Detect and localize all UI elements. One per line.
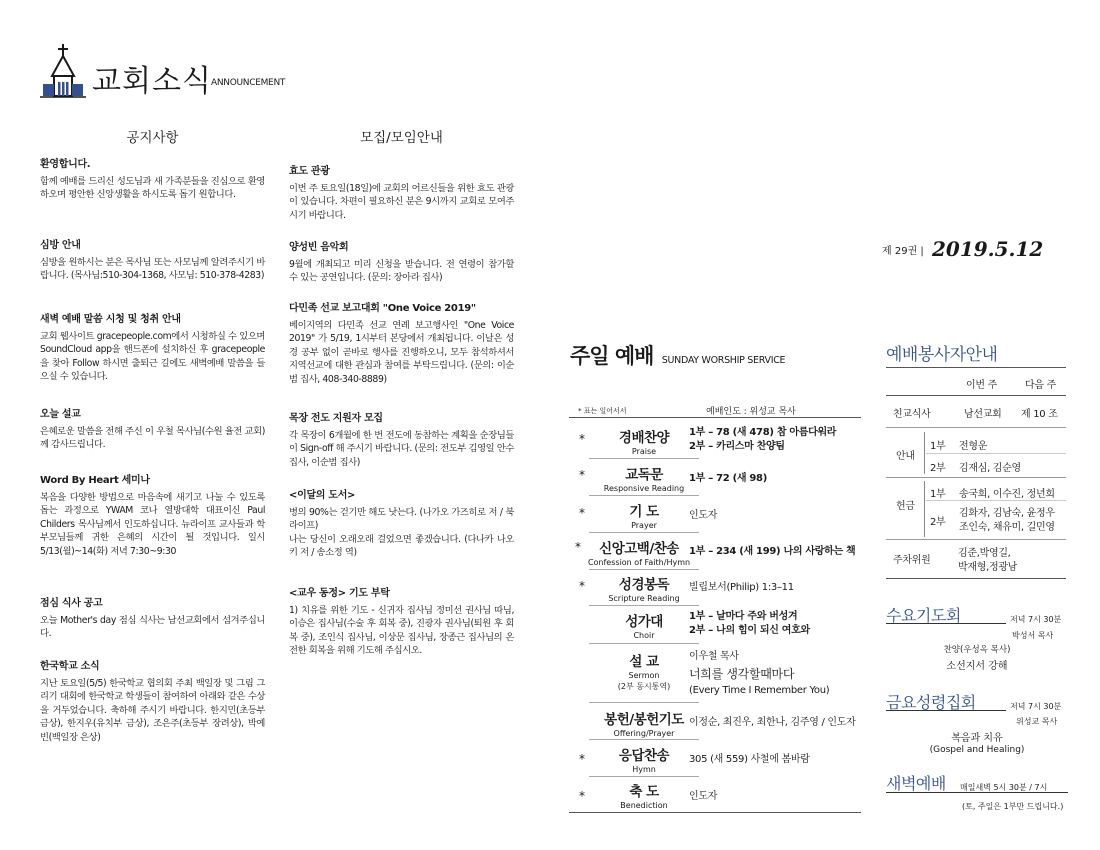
worship-line: 1부 – 72 (새 98) bbox=[689, 473, 767, 484]
notice-body: 함께 예배를 드리신 성도님과 새 가족분들을 진심으로 환영하오며 평안한 신앙생활을 하시도록 돕기 원합니다. bbox=[40, 176, 265, 201]
divider bbox=[926, 500, 1066, 501]
worship-item-en: Praise bbox=[631, 447, 657, 456]
worship-item-en: Responsive Reading bbox=[603, 484, 685, 493]
parking-value1: 김준,박영길, bbox=[958, 548, 1011, 559]
gathering-title: 양성빈 음악회 bbox=[289, 242, 349, 253]
notice-body: 심방을 원하시는 분은 목사님 또는 사모님께 알려주시기 바랍니다. (목사님:510-304-1368, 사모님: 510-378-4283) bbox=[40, 257, 265, 282]
wednesday-line2: 소선지서 강해 bbox=[946, 661, 1008, 672]
notice-body: 지난 토요일(5/5) 한국학교 협의회 주최 백일장 및 그림 그리기 대회에 한국학교 학생들이 참여하여 아래와 같은 수상을 거두었습니다. 축하해 주시기 바랍니다. 한지민(초등부 금상), 한지우(유치부 금상), 조은주(초등부 장려상), 박예빈(백일장 은상) bbox=[40, 678, 265, 743]
worship-line: 1부 – 234 (새 199) 나의 사랑하는 책 bbox=[689, 546, 856, 557]
worship-line: 2부 – 카리스마 찬양팀 bbox=[689, 440, 785, 452]
issue-date: 2019.5.12 bbox=[932, 237, 1044, 261]
gathering-item bbox=[289, 409, 514, 469]
worship-item-name bbox=[579, 537, 699, 567]
offering-value2a: 김화자, 김남숙, 윤정우 bbox=[959, 508, 1055, 519]
divider bbox=[886, 578, 1066, 579]
worship-item-name bbox=[589, 708, 699, 738]
friday-line2: (Gospel and Healing) bbox=[929, 745, 1025, 755]
notice-item bbox=[40, 594, 265, 641]
notice-title: 오늘 설교 bbox=[40, 409, 81, 420]
worship-item-ko: 응답찬송 bbox=[618, 748, 670, 764]
worship-item-name bbox=[589, 744, 699, 774]
divider bbox=[926, 453, 1066, 454]
worship-item-en: Prayer bbox=[631, 521, 657, 530]
gathering-body: 이번 주 토요일(18일)에 교회의 어르신들을 위한 효도 관광이 있습니다. 차편이 필요하신 분은 9시까지 교회로 모여주시기 바랍니다. bbox=[289, 183, 514, 221]
notice-item bbox=[40, 310, 265, 384]
this-week-header: 이번 주 bbox=[966, 380, 997, 391]
divider bbox=[886, 710, 1006, 711]
divider bbox=[589, 702, 699, 703]
fellowship-label: 친교식사 bbox=[893, 409, 931, 420]
worship-item-note: (2부 동시통역) bbox=[617, 682, 671, 691]
worship-item-en: Offering/Prayer bbox=[613, 729, 675, 738]
worship-item-ko: 봉헌/봉헌기도 bbox=[604, 712, 684, 728]
dawn-time: 매일새벽 5시 30분 / 7시 bbox=[960, 783, 1048, 792]
divider bbox=[589, 739, 699, 740]
divider bbox=[886, 539, 1066, 540]
notice-title: 새벽 예배 말씀 시청 및 청취 안내 bbox=[40, 314, 181, 325]
worship-item-en: Sermon bbox=[628, 671, 660, 680]
divider bbox=[569, 812, 861, 813]
divider bbox=[924, 481, 925, 537]
worship-line: 305 (새 559) 사철에 봄바람 bbox=[689, 754, 810, 765]
next-week-header: 다음 주 bbox=[1025, 380, 1056, 391]
worship-item-ko: 성경봉독 bbox=[618, 577, 670, 593]
gathering-body: 9월에 개최되고 미리 신청을 받습니다. 전 연령이 참가할 수 있는 공연입니다. (문의: 장아라 집사) bbox=[289, 259, 514, 284]
worship-line: 너희를 생각할때마다 bbox=[689, 666, 795, 681]
worship-leader: 예배인도 : 위성교 목사 bbox=[706, 407, 796, 417]
standing-note: * 표는 일어서서 bbox=[578, 407, 627, 415]
divider bbox=[886, 395, 1066, 396]
gathering-title: 목장 전도 지원자 모집 bbox=[289, 413, 383, 424]
worship-item-ko: 교독문 bbox=[625, 467, 663, 483]
gathering-body: 베이지역의 다민족 선교 연례 보고행사인 "One Voice 2019" 가 5/19, 1시부터 본당에서 개최됩니다. 이날은 성경 공부 없이 곧바로 행사를 진행하오니, 모두 참석하셔서 지역선교에 대한 관심과 참여를 부탁드립니다. (문의: 이순범 집사, 408-340-8889) bbox=[289, 320, 514, 385]
wednesday-line1: 찬양(우성옥 목사) bbox=[943, 645, 1011, 655]
gathering-body: 병의 90%는 걷기만 해도 낫는다. (나가오 가즈히로 저 / 북라이프) 나는 당신이 오래오래 걸었으면 좋겠습니다. (다나카 나오키 저 / 송소정 역) bbox=[289, 507, 514, 559]
notice-title: 환영합니다. bbox=[40, 159, 91, 170]
divider bbox=[589, 458, 699, 459]
worship-line: 1부 – 78 (새 478) 참 아름다워라 bbox=[689, 427, 837, 438]
standing-mark: * bbox=[579, 579, 585, 593]
offering-part2: 2부 bbox=[930, 517, 946, 528]
wednesday-title: 수요기도회 bbox=[886, 606, 961, 625]
parking-value2: 박재형,정광남 bbox=[958, 562, 1018, 573]
worship-item-content bbox=[689, 649, 829, 699]
gathering-item bbox=[289, 584, 514, 658]
worship-item-content bbox=[689, 509, 717, 523]
worship-item-content bbox=[689, 472, 767, 486]
worship-item-content bbox=[689, 581, 794, 595]
divider bbox=[886, 623, 1006, 624]
worship-line: 빌립보서(Philip) 1:3–11 bbox=[689, 582, 794, 593]
worship-item-ko: 축 도 bbox=[629, 784, 659, 800]
friday-leader: 위성교 목사 bbox=[1016, 717, 1058, 726]
fellowship-this: 남선교회 bbox=[964, 409, 1002, 420]
worship-item-name bbox=[589, 610, 699, 640]
worship-item-en: Scripture Reading bbox=[608, 594, 680, 603]
friday-time: 저녁 7시 30분 bbox=[1010, 702, 1062, 711]
worship-item-content bbox=[689, 545, 855, 559]
offering-value2b: 조인숙, 채유미, 길민영 bbox=[959, 522, 1055, 533]
worship-title-ko: 주일 예배 bbox=[570, 344, 654, 368]
wednesday-time: 저녁 7시 30분 bbox=[1010, 615, 1062, 624]
worship-line: 2부 – 나의 힘이 되신 여호와 bbox=[689, 624, 810, 636]
worship-item-content bbox=[689, 716, 856, 730]
divider bbox=[589, 643, 699, 644]
worship-item-content bbox=[689, 790, 717, 804]
worship-item-name bbox=[589, 573, 699, 603]
notice-item bbox=[40, 236, 265, 283]
standing-mark: * bbox=[575, 540, 581, 554]
notice-body: 오늘 Mother's day 점심 식사는 남선교회에서 섬겨주십니다. bbox=[40, 615, 265, 640]
gathering-body: 1) 치유를 위한 기도 - 신귀자 집사님 정미선 권사님 따님, 이승은 집사님(수술 후 회복 중), 진광자 권사님(퇴원 후 회복 중), 조인식 집사님, 이상문 집사님, 장종근 집사님의 온전한 회복을 위해 기도해 주십시오. bbox=[289, 605, 514, 657]
guide-part1: 1부 bbox=[930, 441, 946, 452]
friday-line1: 복음과 치유 bbox=[951, 733, 1003, 744]
divider bbox=[589, 569, 699, 570]
worship-item-name bbox=[589, 780, 699, 810]
notice-title: 한국학교 소식 bbox=[40, 661, 100, 672]
wednesday-leader: 박성서 목사 bbox=[1012, 631, 1054, 640]
divider bbox=[589, 495, 699, 496]
standing-mark: * bbox=[579, 468, 585, 482]
parking-label: 주차위원 bbox=[893, 555, 931, 566]
worship-item-content bbox=[689, 753, 810, 767]
worship-item-content bbox=[689, 426, 836, 453]
gathering-item bbox=[289, 299, 514, 386]
notice-body: 복음을 다양한 방법으로 마음속에 새기고 나눌 수 있도록 돕는 과정으로 YWAM 코나 열방대학 대표이신 Paul Childers 목사님께서 인도하십니다. 뉴라이프 교사들과 학부모님들께 귀한 은혜의 시간이 될 것입니다. 일시 5/13(월)~14(화) 저녁 7:30~9:30 bbox=[40, 492, 265, 557]
gathering-title: 다민족 선교 보고대회 "One Voice 2019" bbox=[289, 303, 476, 314]
notice-item bbox=[40, 471, 265, 558]
worship-item-name bbox=[589, 463, 699, 493]
worship-line: 인도자 bbox=[689, 791, 718, 802]
issue-label: 제 29권 | bbox=[882, 246, 924, 257]
worship-line: 1부 – 날마다 주와 버성겨 bbox=[689, 611, 798, 622]
notice-body: 교회 웹사이트 gracepeople.com에서 시청하실 수 있으며 SoundCloud app을 핸드폰에 설치하신 후 gracepeople을 찾아 Follow 하시면 출퇴근 길에도 새벽예배 말씀을 들으실 수 있습니다. bbox=[40, 331, 265, 383]
offering-part1: 1부 bbox=[930, 489, 946, 500]
gathering-body: 각 목장이 6개월에 한 번 전도에 동참하는 계획을 순장님들이 Sign-off 해 주시기 바랍니다. (문의: 전도부 김영일 안수집사, 이순범 집사) bbox=[289, 430, 514, 468]
divider bbox=[589, 605, 699, 606]
gathering-item bbox=[289, 486, 514, 560]
worship-item-name bbox=[589, 500, 699, 530]
worship-item-ko: 기 도 bbox=[629, 504, 659, 520]
fellowship-next: 제 10 조 bbox=[1021, 409, 1058, 420]
notices-heading: 공지사항 bbox=[126, 130, 179, 146]
standing-mark: * bbox=[579, 789, 585, 803]
notice-item bbox=[40, 405, 265, 452]
divider bbox=[589, 532, 699, 533]
worship-item-ko: 성가대 bbox=[625, 614, 663, 630]
standing-mark: * bbox=[579, 752, 585, 766]
guide-value2: 김재심, 김순영 bbox=[959, 463, 1021, 474]
gathering-title: <이달의 도서> bbox=[289, 490, 356, 501]
worship-item-content bbox=[689, 610, 810, 637]
guide-label: 안내 bbox=[896, 451, 915, 462]
worship-line: 인도자 bbox=[689, 510, 718, 521]
dawn-title: 새벽예배 bbox=[886, 774, 946, 793]
notice-body: 은혜로운 말씀을 전해 주신 이 우철 목사님(수원 율전 교회)께 감사드립니다. bbox=[40, 426, 265, 451]
offering-value1: 송국희, 이수진, 정년희 bbox=[959, 489, 1055, 500]
service-title: 예배봉사자안내 bbox=[886, 345, 998, 365]
gathering-title: <교우 동정> 기도 부탁 bbox=[289, 588, 390, 599]
worship-item-name bbox=[589, 426, 699, 456]
worship-title bbox=[570, 340, 785, 370]
divider bbox=[569, 417, 861, 418]
notice-item bbox=[40, 155, 265, 202]
divider bbox=[589, 776, 699, 777]
page-title: 교회소식 bbox=[92, 64, 212, 99]
church-icon bbox=[40, 42, 86, 98]
dawn-note: (토, 주일은 1부만 드립니다.) bbox=[962, 802, 1064, 811]
page-subtitle: ANNOUNCEMENT bbox=[211, 78, 286, 88]
worship-item-en: Confession of Faith/Hymn bbox=[587, 558, 691, 567]
gathering-item bbox=[289, 162, 514, 222]
worship-line: 이정순, 최진우, 최한나, 김주영 / 인도자 bbox=[689, 717, 856, 728]
gathering-title: 효도 관광 bbox=[289, 166, 330, 177]
worship-line: (Every Time I Remember You) bbox=[689, 685, 830, 697]
worship-item-name bbox=[589, 650, 699, 692]
standing-mark: * bbox=[579, 432, 585, 446]
guide-part2: 2부 bbox=[930, 463, 946, 474]
divider bbox=[886, 427, 1066, 428]
worship-item-ko: 경배찬양 bbox=[618, 430, 670, 446]
divider bbox=[924, 432, 925, 474]
notice-item bbox=[40, 657, 265, 744]
worship-title-en: SUNDAY WORSHIP SERVICE bbox=[661, 355, 786, 366]
standing-mark: * bbox=[579, 506, 585, 520]
worship-line: 이우철 목사 bbox=[689, 651, 739, 662]
worship-item-ko: 신앙고백/찬송 bbox=[599, 541, 679, 557]
worship-item-en: Choir bbox=[633, 631, 655, 640]
notice-title: 점심 식사 공고 bbox=[40, 598, 103, 609]
worship-item-en: Hymn bbox=[632, 765, 656, 774]
divider bbox=[886, 477, 1066, 478]
offering-label: 헌금 bbox=[896, 501, 915, 512]
worship-item-ko: 설 교 bbox=[629, 654, 659, 670]
gathering-item bbox=[289, 238, 514, 285]
notice-title: Word By Heart 세미나 bbox=[40, 475, 150, 486]
notice-title: 심방 안내 bbox=[40, 240, 81, 251]
friday-title: 금요성령집회 bbox=[886, 693, 976, 712]
divider bbox=[886, 367, 1066, 368]
gatherings-heading: 모집/모임안내 bbox=[360, 130, 443, 146]
worship-item-en: Benediction bbox=[620, 801, 668, 810]
guide-value1: 전형운 bbox=[959, 441, 988, 452]
